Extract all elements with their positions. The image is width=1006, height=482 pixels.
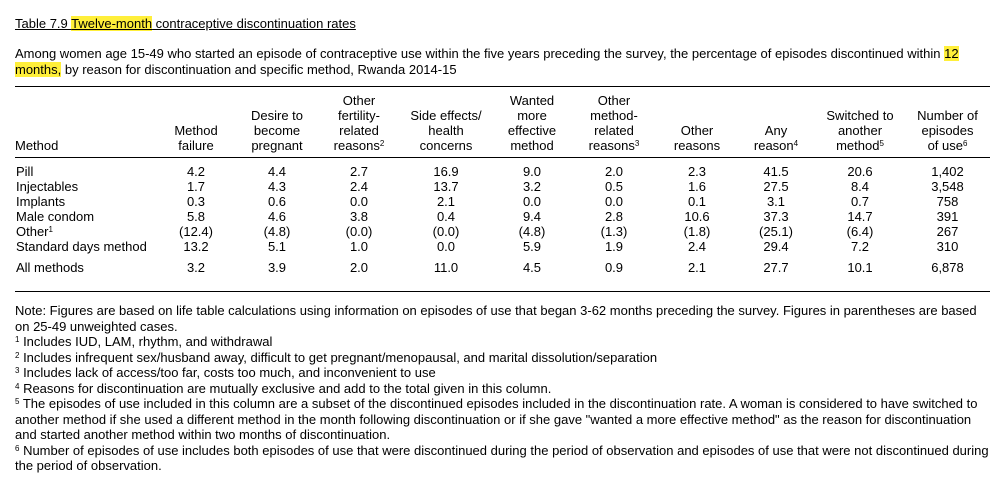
table-cell: 4.6 bbox=[267, 209, 287, 224]
table-cell: 2.0 bbox=[349, 260, 369, 275]
total-row bbox=[15, 260, 990, 277]
table-cell: 3.2 bbox=[186, 260, 206, 275]
header-method-failure: Method failure bbox=[174, 123, 218, 153]
table-cell: 2.1 bbox=[687, 260, 707, 275]
table-cell: 0.0 bbox=[522, 194, 542, 209]
table-row bbox=[15, 209, 990, 224]
header-desire-pregnant: Desire to become pregnant bbox=[250, 108, 304, 153]
footnote: $^4$ Reasons for discontinuation are mutually exclusive and add to the total given in this column. bbox=[15, 380, 552, 396]
table-cell: 37.3 bbox=[763, 209, 789, 224]
table-cell: 2.1 bbox=[436, 194, 456, 209]
table-cell: 2.8 bbox=[604, 209, 624, 224]
table-cell: 4.3 bbox=[267, 179, 287, 194]
table-cell: (25.1) bbox=[759, 224, 793, 239]
description-highlight: 12 months, bbox=[15, 46, 959, 77]
header-wanted-effective: Wanted more effective method bbox=[507, 93, 557, 153]
header-switched: Switched to another method$^5$ bbox=[826, 108, 894, 153]
table-cell: 13.7 bbox=[433, 179, 459, 194]
table-cell: 0.7 bbox=[850, 194, 870, 209]
table-cell: (1.8) bbox=[683, 224, 711, 239]
header-episodes: Number of episodes of use$^6$ bbox=[917, 108, 978, 153]
table-cell: 4.5 bbox=[522, 260, 542, 275]
header-side-effects: Side effects/ health concerns bbox=[410, 108, 482, 153]
description-part1: Among women age 15-49 who started an episode of contraceptive use within the five years preceding the survey, the percentage of episodes discontinued within bbox=[15, 46, 945, 61]
table-cell: 5.1 bbox=[267, 239, 287, 254]
table-cell: 2.4 bbox=[349, 179, 369, 194]
table-cell: (1.3) bbox=[600, 224, 628, 239]
table-cell: 0.5 bbox=[604, 179, 624, 194]
table-row bbox=[15, 239, 990, 254]
table-cell: 20.6 bbox=[847, 164, 873, 179]
table-cell: 13.2 bbox=[183, 239, 209, 254]
table-cell: (6.4) bbox=[846, 224, 874, 239]
table-cell: 14.7 bbox=[847, 209, 873, 224]
table-cell: 10.1 bbox=[847, 260, 873, 275]
table-cell: 1.7 bbox=[186, 179, 206, 194]
header-any-reason: Any reason$^4$ bbox=[753, 123, 799, 153]
title-prefix: Table 7.9 bbox=[15, 16, 72, 31]
footnote: $^2$ Includes infrequent sex/husband away, difficult to get pregnant/menopausal, and marital dissolution/separation bbox=[15, 349, 658, 365]
discontinuation-table bbox=[15, 89, 990, 277]
header-method-reasons: Other method- related reasons$^3$ bbox=[588, 93, 640, 153]
method-label: Standard days method bbox=[16, 239, 147, 254]
table-cell: 3,548 bbox=[931, 179, 964, 194]
footnote: $^1$ Includes IUD, LAM, rhythm, and withdrawal bbox=[15, 334, 273, 349]
table-cell: 267 bbox=[936, 224, 959, 239]
table-cell: 2.0 bbox=[604, 164, 624, 179]
footnote: $^5$ The episodes of use included in this column are a subset of the discontinued episodes included in the discontinuation rate. A woman is considered to have switched to another method if she used a different method in the month following discontinuation or if she gave "wanted a more effective method" as the reason for discontinuation and started another method within two months of discontinuation. bbox=[15, 396, 978, 442]
table-cell: 27.5 bbox=[763, 179, 789, 194]
table-cell: 0.0 bbox=[349, 194, 369, 209]
table-cell: 2.7 bbox=[349, 164, 369, 179]
table-cell: (0.0) bbox=[432, 224, 460, 239]
method-label: Implants bbox=[16, 194, 66, 209]
table-cell: 4.4 bbox=[267, 164, 287, 179]
table-cell: (4.8) bbox=[263, 224, 291, 239]
method-label: Injectables bbox=[16, 179, 79, 194]
table-cell: 5.9 bbox=[522, 239, 542, 254]
table-cell: 2.4 bbox=[687, 239, 707, 254]
table-cell: 0.1 bbox=[687, 194, 707, 209]
table-cell: 3.8 bbox=[349, 209, 369, 224]
table-cell: 3.9 bbox=[267, 260, 287, 275]
table-cell: 1.6 bbox=[687, 179, 707, 194]
footnote: Note: Figures are based on life table calculations using information on episodes of use that began 3-62 months preceding the survey. Figures in parentheses are based on 25-49 unweighted cases. bbox=[15, 303, 977, 334]
method-label: Other$^1$ bbox=[16, 224, 53, 239]
title-highlight: Twelve-month bbox=[71, 16, 153, 31]
header-other-reasons: Other reasons bbox=[673, 123, 721, 153]
footnote: $^6$ Number of episodes of use includes both episodes of use that were discontinued during the period of observation and episodes of use that were not discontinued during the period of observation. bbox=[15, 442, 989, 473]
table-cell: 10.6 bbox=[684, 209, 710, 224]
title-suffix: contraceptive discontinuation rates bbox=[152, 16, 356, 31]
method-label: All methods bbox=[16, 260, 84, 275]
table-cell: 0.0 bbox=[604, 194, 624, 209]
header-fertility-reasons: Other fertility- related reasons$^2$ bbox=[333, 93, 385, 153]
table-cell: (12.4) bbox=[179, 224, 213, 239]
table-cell: 16.9 bbox=[433, 164, 459, 179]
table-row bbox=[15, 224, 990, 239]
table-cell: 8.4 bbox=[850, 179, 870, 194]
table-cell: 4.2 bbox=[186, 164, 206, 179]
table-cell: 11.0 bbox=[433, 260, 459, 275]
table-cell: 1.9 bbox=[604, 239, 624, 254]
table-bottom-rule bbox=[15, 291, 990, 292]
table-row bbox=[15, 194, 990, 209]
table-cell: 9.0 bbox=[522, 164, 542, 179]
method-label: Pill bbox=[16, 164, 34, 179]
table-cell: 0.4 bbox=[436, 209, 456, 224]
table-cell: 310 bbox=[936, 239, 959, 254]
table-cell: 391 bbox=[936, 209, 959, 224]
table-cell: (4.8) bbox=[518, 224, 546, 239]
table-description bbox=[15, 46, 990, 78]
table-cell: 2.3 bbox=[687, 164, 707, 179]
table-cell: 1,402 bbox=[931, 164, 964, 179]
table-cell: 41.5 bbox=[763, 164, 789, 179]
description-part2: by reason for discontinuation and specific method, Rwanda 2014-15 bbox=[61, 62, 457, 77]
table-cell: 0.9 bbox=[604, 260, 624, 275]
table-cell: 1.0 bbox=[349, 239, 369, 254]
table-cell: 6,878 bbox=[931, 260, 964, 275]
table-cell: 29.4 bbox=[763, 239, 789, 254]
table-cell: 3.2 bbox=[522, 179, 542, 194]
table-cell: 5.8 bbox=[186, 209, 206, 224]
header-row bbox=[15, 89, 990, 156]
table-notes bbox=[15, 303, 990, 474]
table-top-rule bbox=[15, 86, 990, 87]
footnote: $^3$ Includes lack of access/too far, costs too much, and inconvenient to use bbox=[15, 365, 436, 380]
table-cell: 0.3 bbox=[186, 194, 206, 209]
table-cell: 9.4 bbox=[522, 209, 542, 224]
table-title bbox=[15, 16, 356, 32]
method-label: Male condom bbox=[16, 209, 95, 224]
table-cell: 3.1 bbox=[766, 194, 786, 209]
table-cell: (0.0) bbox=[345, 224, 373, 239]
table-cell: 0.0 bbox=[436, 239, 456, 254]
table-cell: 7.2 bbox=[850, 239, 870, 254]
table-cell: 27.7 bbox=[763, 260, 789, 275]
table-body bbox=[15, 156, 990, 277]
table-row bbox=[15, 164, 990, 179]
table-row bbox=[15, 179, 990, 194]
table-cell: 758 bbox=[936, 194, 959, 209]
table-cell: 0.6 bbox=[267, 194, 287, 209]
header-method: Method bbox=[15, 138, 59, 153]
